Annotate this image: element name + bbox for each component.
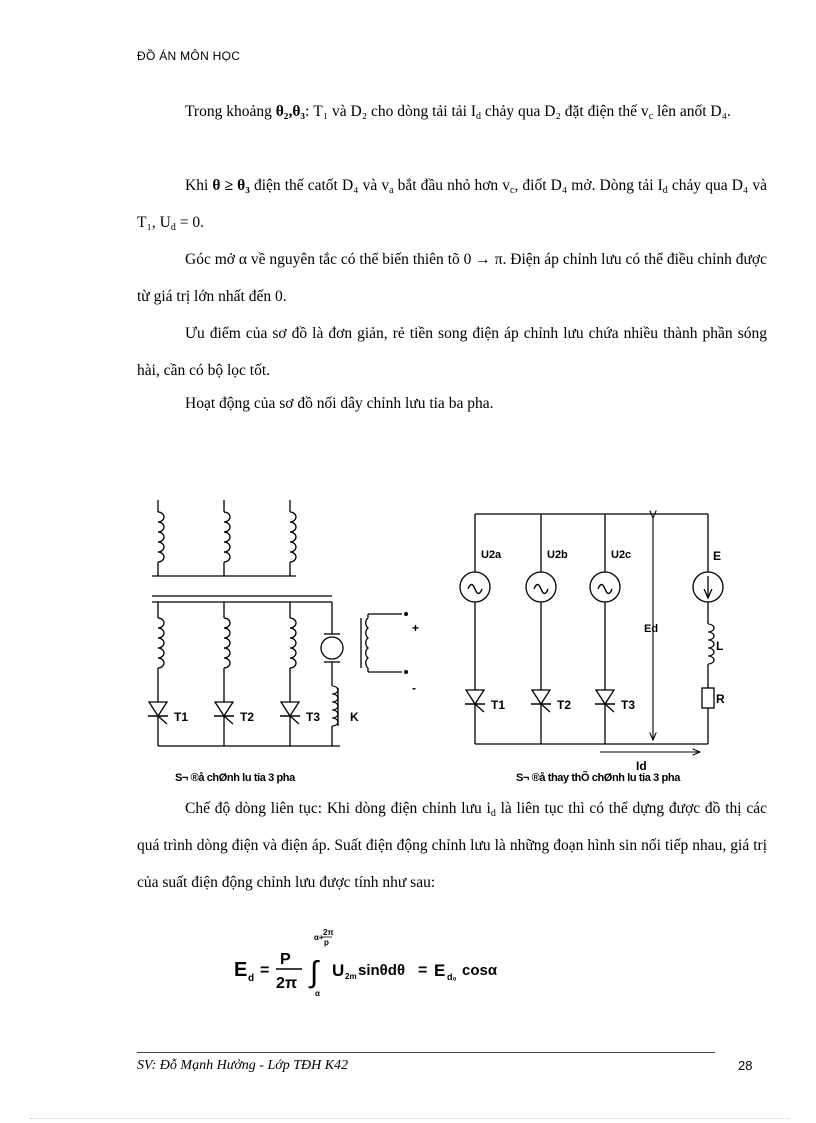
emf-formula [230, 928, 530, 1003]
left-t2-label: T2 [240, 710, 255, 724]
circuit-diagrams [130, 490, 740, 790]
paragraph-2: Khi θ ≥ θ₃ điện thế catốt D₄ và $v_a$ bắt đầu nhỏ hơn $v_c$, điốt D₄ mở. Dòng tải $I_d$ chảy qua D₄ và T₁, $U_d = 0$. [137, 177, 768, 233]
theta-condition: θ ≥ θ₃ [212, 177, 250, 194]
footer-author: SV: Đỗ Mạnh Hưởng - Lớp TĐH K42 [137, 1058, 349, 1073]
svg-text:α+: α+ [314, 933, 324, 942]
right-diagram-caption: S¬ ®å thay thÕ chØnh lu tia 3 pha [516, 772, 680, 784]
id-label: Id [636, 759, 647, 773]
left-t3-label: T3 [306, 710, 321, 724]
theta-2-3: θ₂,θ₃ [275, 103, 306, 120]
svg-text:d₀: d₀ [447, 972, 457, 982]
svg-text:sinθdθ: sinθdθ [358, 962, 406, 979]
plus-label: + [412, 621, 420, 635]
svg-text:2π: 2π [323, 928, 334, 937]
page-bottom-edge [30, 1118, 790, 1119]
u2b-label: U2b [547, 549, 568, 561]
right-t2-label: T2 [557, 698, 572, 712]
paragraph-1: Trong khoảng θ₂,θ₃: T₁ và D₂ cho dòng tải tải $I_d$ chảy qua D₂ đặt điện thế $v_c$ lên anốt D₄. [185, 103, 731, 122]
resistor-icon [702, 688, 714, 708]
right-t3-label: T3 [621, 698, 636, 712]
l-label: L [716, 639, 724, 653]
left-k-label: K [350, 710, 359, 724]
svg-text:cosα: cosα [462, 962, 498, 979]
svg-text:d: d [248, 973, 255, 984]
u2a-label: U2a [481, 549, 502, 561]
page-number: 28 [738, 1058, 753, 1073]
right-t1-label: T1 [491, 698, 506, 712]
svg-text:P: P [280, 951, 291, 968]
paragraph-5: Hoạt động của sơ đồ nối dây chỉnh lưu tia ba pha. [185, 395, 494, 412]
left-t1-label: T1 [174, 710, 189, 724]
footer-rule [137, 1052, 715, 1053]
u2c-label: U2c [611, 549, 632, 561]
svg-text:2m: 2m [345, 972, 357, 981]
svg-text:α: α [315, 989, 320, 998]
svg-text:E: E [434, 961, 446, 980]
paragraph-3: Góc mở α về nguyên tắc có thể biến thiên tõ 0 → π. Điện áp chỉnh lưu có thể điều chỉnh được từ giá trị lớn nhất đến 0. [137, 251, 767, 305]
svg-text:=: = [260, 962, 270, 979]
left-diagram-caption: S¬ ®å chØnh lu tia 3 pha [175, 772, 295, 784]
svg-text:∫: ∫ [310, 956, 319, 989]
motor-icon [321, 637, 343, 659]
minus-label: - [412, 681, 416, 695]
paragraph-4: Ưu điểm của sơ đồ là đơn giản, rẻ tiền song điện áp chỉnh lưu chứa nhiều thành phần sóng hài, cần có bộ lọc tốt. [137, 325, 767, 379]
svg-text:p: p [324, 938, 329, 947]
svg-text:2π: 2π [276, 975, 298, 992]
right-circuit [460, 514, 725, 773]
page-header: ĐỒ ÁN MÔN HỌC [137, 49, 241, 63]
left-circuit [148, 500, 419, 746]
svg-text:E: E [234, 959, 248, 981]
svg-text:=: = [418, 962, 428, 979]
r-label: R [716, 692, 725, 706]
svg-text:U: U [332, 961, 345, 980]
paragraph-6: Chế độ dòng liên tục: Khi dòng điện chỉnh lưu $i_d$ là liên tục thì có thể dựng được đồ thị các quá trình dòng điện và điện áp. Suất điện động chỉnh lưu là những đoạn hình sin nối tiếp nhau, giá trị của suất điện động chỉnh lưu được tính như sau: [137, 800, 767, 891]
e-label: E [713, 549, 722, 563]
ed-label: Ed [644, 623, 659, 635]
